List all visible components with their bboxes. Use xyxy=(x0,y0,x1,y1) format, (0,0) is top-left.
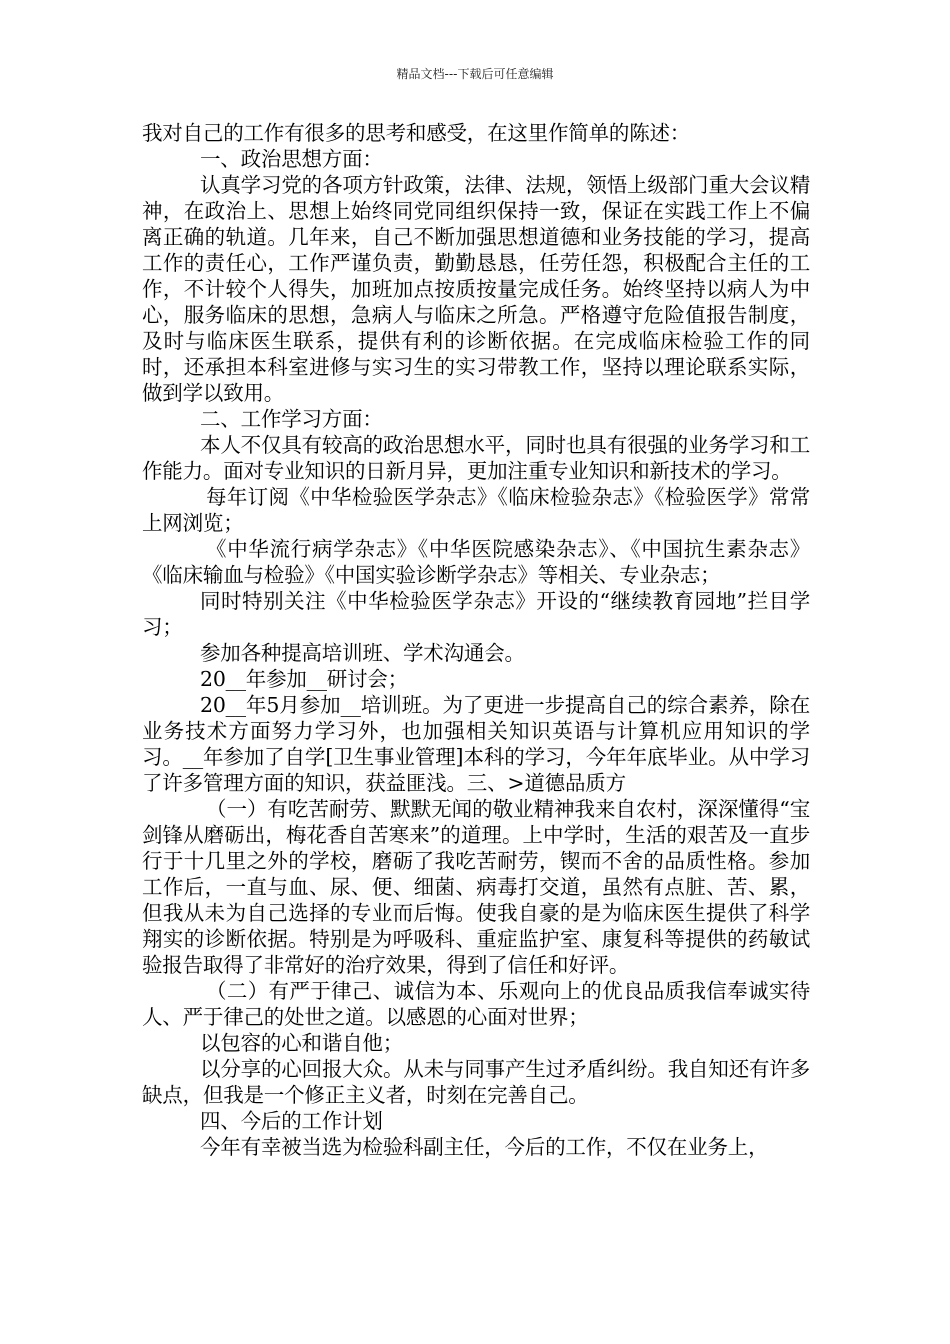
document-body xyxy=(142,120,810,1160)
paragraph-work-study: 本人不仅具有较高的政治思想水平，同时也具有很强的业务学习和工作能力。面对专业知识的日新月异，更加注重专业知识和新技术的学习。 xyxy=(142,433,810,483)
heading-work-study: 二、工作学习方面： xyxy=(200,407,383,431)
paragraph-sharing: 以分享的心回报大众。从未与同事产生过矛盾纠纷。我自知还有许多缺点，但我是一个修正主义者，时刻在完善自己。 xyxy=(142,1057,810,1107)
paragraph-integrity: （二）有严于律己、诚信为本、乐观向上的优良品质我信奉诚实待人、严于律己的处世之道。以感恩的心面对世界； xyxy=(142,979,810,1029)
paragraph-future-plan: 今年有幸被当选为检验科副主任，今后的工作，不仅在业务上， xyxy=(200,1135,769,1159)
paragraph-training: 参加各种提高培训班、学术沟通会。 xyxy=(200,641,525,665)
paragraph-hardworking: （一）有吃苦耐劳、默默无闻的敬业精神我来自农村，深深懂得“宝剑锋从磨砺出，梅花香自苦寒来”的道理。上中学时，生活的艰苦及一直步行于十几里之外的学校，磨砺了我吃苦耐劳，锲而不舍的品质性格。参加工作后，一直与血、尿、便、细菌、病毒打交道，虽然有点脏、苦、累，但我从未为自己选择的专业而后悔。使我自豪的是为临床医生提供了科学翔实的诊断依据。特别是为呼吸科、重症监护室、康复科等提供的药敏试验报告取得了非常好的治疗效果，得到了信任和好评。 xyxy=(142,797,810,977)
paragraph-continuing-education: 同时特别关注《中华检验医学杂志》开设的“继续教育园地”拦目学习； xyxy=(142,589,810,639)
paragraph-politics: 认真学习党的各项方针政策，法律、法规，领悟上级部门重大会议精神，在政治上、思想上始终同党同组织保持一致，保证在实践工作上不偏离正确的轨道。几年来，自己不断加强思想道德和业务技能的学习，提高工作的责任心，工作严谨负责，勤勤恳恳，任劳任怨，积极配合主任的工作，不计较个人得失，加班加点按质按量完成任务。始终坚持以病人为中心，服务临床的思想，急病人与临床之所急。严格遵守危险值报告制度，及时与临床医生联系，提供有利的诊断依据。在完成临床检验工作的同时，还承担本科室进修与实习生的实习带教工作，坚持以理论联系实际，做到学以致用。 xyxy=(142,173,810,405)
paragraph-journals-2: 《中华流行病学杂志》《中华医院感染杂志》、《中国抗生素杂志》《临床输血与检验》《中国实验诊断学杂志》等相关、专业杂志； xyxy=(142,537,810,587)
paragraph-seminar: 20__年参加__研讨会； xyxy=(200,667,408,691)
heading-politics: 一、政治思想方面： xyxy=(200,147,383,171)
paragraph-intro: 我对自己的工作有很多的思考和感受，在这里作简单的陈述： xyxy=(142,121,691,145)
page-header: 精品文档---下载后可任意编辑 xyxy=(396,67,554,81)
paragraph-tolerance: 以包容的心和谐自他； xyxy=(200,1031,403,1055)
heading-future-plan: 四、今后的工作计划 xyxy=(200,1109,383,1133)
paragraph-journals-1: 每年订阅《中华检验医学杂志》《临床检验杂志》《检验医学》常常上网浏览； xyxy=(142,485,810,535)
paragraph-training-class: 20__年5月参加__培训班。为了更进一步提高自己的综合素养，除在业务技术方面努力学习外，也加强相关知识英语与计算机应用知识的学习。__年参加了自学[卫生事业管理]本科的学习，今年年底毕业。从中学习了许多管理方面的知识，获益匪浅。三、>道德品质方 xyxy=(142,693,810,795)
